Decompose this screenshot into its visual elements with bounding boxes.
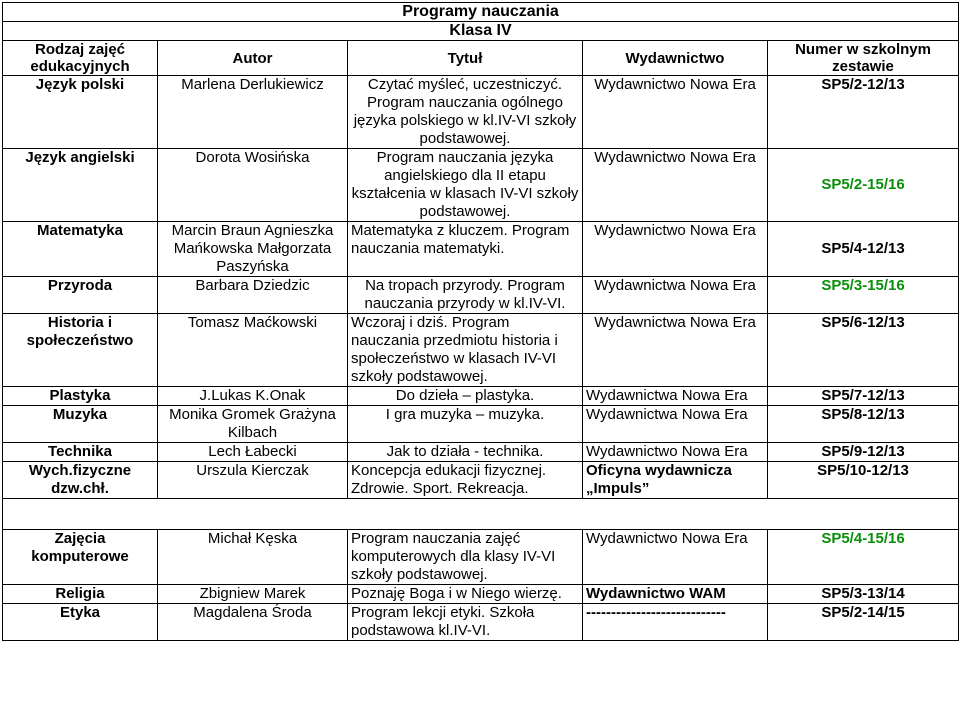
cell-subject: Etyka	[3, 604, 158, 641]
cell-subject: Przyroda	[3, 277, 158, 314]
cell-number: SP5/9-12/13	[768, 443, 959, 462]
cell-number: SP5/2-15/16	[768, 149, 959, 222]
cell-author: Dorota Wosińska	[158, 149, 348, 222]
cell-author: Lech Łabecki	[158, 443, 348, 462]
cell-publisher: Wydawnictwo Nowa Era	[583, 222, 768, 277]
cell-publisher: Wydawnictwo Nowa Era	[583, 530, 768, 585]
cell-subject: Plastyka	[3, 387, 158, 406]
cell-subject: Religia	[3, 585, 158, 604]
cell-publisher: Oficyna wydawnicza „Impuls”	[583, 462, 768, 499]
cell-publisher: Wydawnictwo Nowa Era	[583, 149, 768, 222]
cell-subject: Technika	[3, 443, 158, 462]
cell-author: J.Lukas K.Onak	[158, 387, 348, 406]
cell-publisher: Wydawnictwa Nowa Era	[583, 314, 768, 387]
table-row	[3, 387, 959, 406]
header-title: Tytuł	[348, 41, 583, 76]
cell-publisher: Wydawnictwa Nowa Era	[583, 277, 768, 314]
cell-title: Poznaję Boga i w Niego wierzę.	[348, 585, 583, 604]
cell-author: Urszula Kierczak	[158, 462, 348, 499]
cell-publisher: ----------------------------	[583, 604, 768, 641]
header-author: Autor	[158, 41, 348, 76]
table-row	[3, 604, 959, 641]
table-row	[3, 530, 959, 585]
spacer-row	[3, 499, 959, 530]
cell-title: Wczoraj i dziś. Program nauczania przedmiotu historia i społeczeństwo w klasach IV-VI szkoły podstawowej.	[348, 314, 583, 387]
cell-subject: Język polski	[3, 76, 158, 149]
table-row	[3, 443, 959, 462]
cell-number: SP5/4-12/13	[768, 222, 959, 277]
cell-author: Zbigniew Marek	[158, 585, 348, 604]
cell-subject: Historia i społeczeństwo	[3, 314, 158, 387]
cell-number: SP5/10-12/13	[768, 462, 959, 499]
cell-publisher: Wydawnictwo Nowa Era	[583, 443, 768, 462]
cell-publisher: Wydawnictwo Nowa Era	[583, 76, 768, 149]
cell-author: Magdalena Środa	[158, 604, 348, 641]
cell-publisher: Wydawnictwa Nowa Era	[583, 387, 768, 406]
table-row	[3, 406, 959, 443]
cell-author: Marcin Braun Agnieszka Mańkowska Małgorzata Paszyńska	[158, 222, 348, 277]
cell-author: Barbara Dziedzic	[158, 277, 348, 314]
cell-title: Czytać myśleć, uczestniczyć. Program nauczania ogólnego języka polskiego w kl.IV-VI szkoły podstawowej.	[348, 76, 583, 149]
cell-author: Monika Gromek Grażyna Kilbach	[158, 406, 348, 443]
cell-title: Na tropach przyrody. Program nauczania przyrody w kl.IV-VI.	[348, 277, 583, 314]
cell-author: Michał Kęska	[158, 530, 348, 585]
cell-number: SP5/6-12/13	[768, 314, 959, 387]
header-subject: Rodzaj zajęć edukacyjnych	[3, 41, 158, 76]
curriculum-table	[2, 2, 959, 641]
cell-subject: Matematyka	[3, 222, 158, 277]
table-row	[3, 585, 959, 604]
cell-subject: Zajęcia komputerowe	[3, 530, 158, 585]
cell-number: SP5/4-15/16	[768, 530, 959, 585]
table-row	[3, 314, 959, 387]
cell-title: I gra muzyka – muzyka.	[348, 406, 583, 443]
cell-publisher: Wydawnictwa Nowa Era	[583, 406, 768, 443]
cell-subject: Muzyka	[3, 406, 158, 443]
cell-title: Koncepcja edukacji fizycznej. Zdrowie. Sport. Rekreacja.	[348, 462, 583, 499]
table-row	[3, 462, 959, 499]
table-row	[3, 222, 959, 277]
cell-number: SP5/8-12/13	[768, 406, 959, 443]
table-title: Programy nauczania	[3, 3, 959, 22]
cell-title: Program nauczania zajęć komputerowych dla klasy IV-VI szkoły podstawowej.	[348, 530, 583, 585]
header-row	[3, 41, 959, 76]
cell-title: Program nauczania języka angielskiego dla II etapu kształcenia w klasach IV-VI szkoły podstawowej.	[348, 149, 583, 222]
table-subtitle: Klasa IV	[3, 22, 959, 41]
header-number: Numer w szkolnym zestawie	[768, 41, 959, 76]
cell-number: SP5/3-13/14	[768, 585, 959, 604]
cell-number: SP5/2-12/13	[768, 76, 959, 149]
cell-subject: Wych.fizyczne dzw.chł.	[3, 462, 158, 499]
cell-title: Matematyka z kluczem. Program nauczania matematyki.	[348, 222, 583, 277]
table-row	[3, 149, 959, 222]
cell-number: SP5/3-15/16	[768, 277, 959, 314]
cell-title: Program lekcji etyki. Szkoła podstawowa kl.IV-VI.	[348, 604, 583, 641]
cell-author: Marlena Derlukiewicz	[158, 76, 348, 149]
cell-subject: Język angielski	[3, 149, 158, 222]
cell-title: Do dzieła – plastyka.	[348, 387, 583, 406]
cell-number: SP5/2-14/15	[768, 604, 959, 641]
cell-number: SP5/7-12/13	[768, 387, 959, 406]
cell-publisher: Wydawnictwo WAM	[583, 585, 768, 604]
cell-author: Tomasz Maćkowski	[158, 314, 348, 387]
table-row	[3, 277, 959, 314]
table-row	[3, 76, 959, 149]
cell-title: Jak to działa - technika.	[348, 443, 583, 462]
header-publisher: Wydawnictwo	[583, 41, 768, 76]
